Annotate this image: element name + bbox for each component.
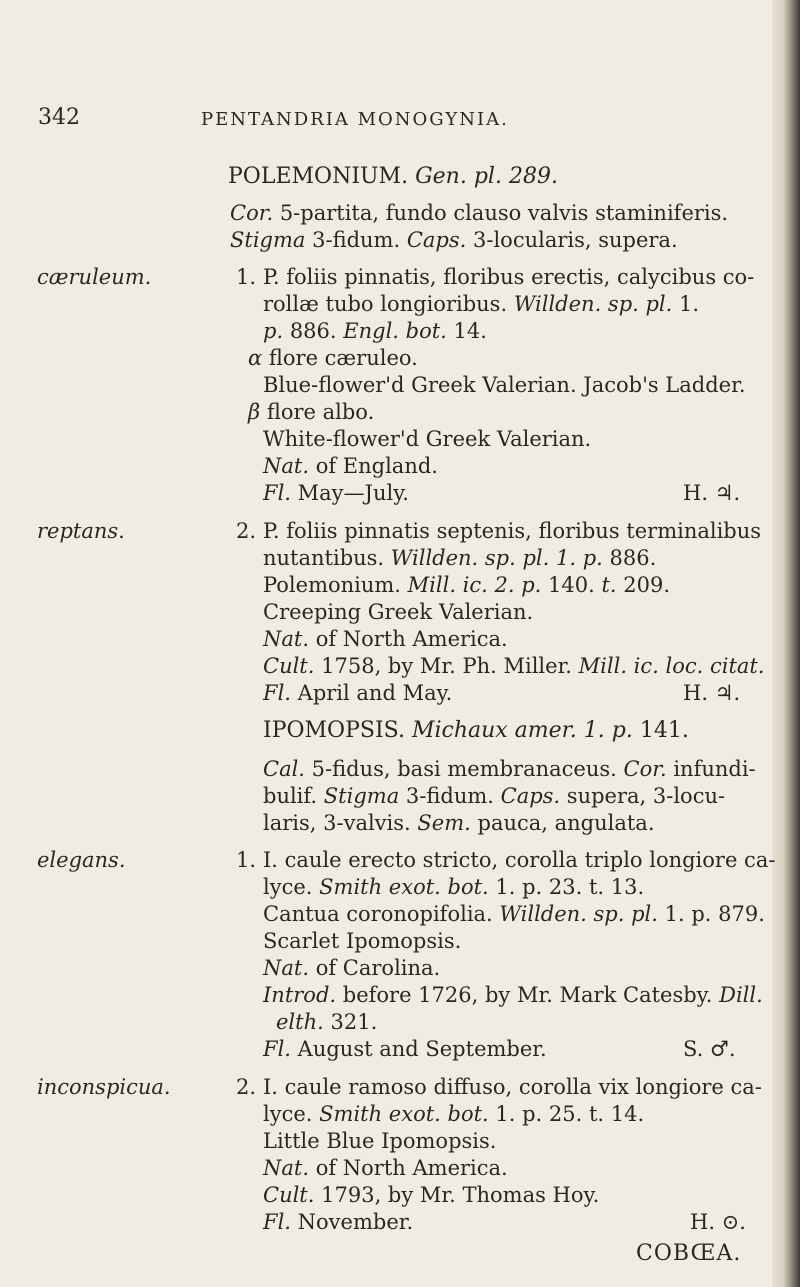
- char-label: Cor.: [623, 757, 667, 781]
- genus-reference-number: 141.: [639, 718, 689, 743]
- species-description-line: [263, 572, 670, 598]
- native-line: [263, 1155, 508, 1181]
- label: Cult.: [263, 1183, 315, 1207]
- char-text: 3-locularis, supera.: [473, 228, 678, 252]
- citation: Willden. sp. pl.: [499, 902, 658, 926]
- text: 321.: [330, 1010, 378, 1034]
- species-margin-name: reptans.: [37, 519, 125, 543]
- text: lyce.: [263, 875, 313, 899]
- flowering-line: [263, 480, 409, 506]
- char-label: Caps.: [406, 228, 467, 252]
- species-number: 2.: [236, 519, 257, 543]
- common-name: Scarlet Ipomopsis.: [263, 929, 462, 953]
- flowering-line: [263, 1036, 547, 1062]
- genus-reference: Gen. pl.: [415, 164, 502, 189]
- text: nutantibus.: [263, 546, 385, 570]
- native-line: [263, 453, 438, 479]
- genus-reference: Michaux amer. 1. p.: [411, 718, 633, 743]
- variety-marker: α: [248, 346, 263, 370]
- text: May—July.: [297, 481, 409, 505]
- species-number: 1.: [236, 848, 257, 872]
- citation: p.: [263, 319, 284, 343]
- text: 886.: [609, 546, 657, 570]
- text: 1.: [679, 292, 700, 316]
- char-label: Cal.: [263, 757, 305, 781]
- habit-symbol: H. ♃.: [683, 481, 741, 505]
- citation: Smith exot. bot.: [319, 875, 489, 899]
- text: of North America.: [315, 627, 508, 651]
- label: Cult.: [263, 654, 315, 678]
- text: of England.: [315, 454, 438, 478]
- species-description-line: I. caule erecto stricto, corolla triplo longiore ca-: [263, 848, 776, 872]
- genus-character-line: [263, 756, 756, 782]
- citation: Dill.: [719, 983, 763, 1007]
- text: 1. p. 23. t. 13.: [495, 875, 645, 899]
- citation: Willden. sp. pl.: [513, 292, 673, 316]
- text: of Carolina.: [315, 956, 441, 980]
- char-text: infundi-: [673, 757, 756, 781]
- text: April and May.: [297, 681, 453, 705]
- text: 886.: [289, 319, 337, 343]
- char-text: 5-partita, fundo clauso valvis staminiferis.: [279, 201, 729, 225]
- genus-heading-ipomopsis: [263, 718, 689, 744]
- citation: elth.: [276, 1010, 324, 1034]
- char-text: 5-fidus, basi membranaceus.: [311, 757, 617, 781]
- label: Fl.: [263, 1037, 291, 1061]
- char-text: laris, 3-valvis.: [263, 811, 411, 835]
- citation-continuation: [276, 1009, 377, 1035]
- text: 1. p. 25. t. 14.: [495, 1102, 645, 1126]
- text: flore cæruleo.: [268, 346, 418, 370]
- text: rollæ tubo longioribus.: [263, 292, 508, 316]
- genus-reference-number: 289.: [508, 164, 558, 189]
- label: Nat.: [263, 956, 310, 980]
- native-line: [263, 626, 508, 652]
- common-name: Blue-flower'd Greek Valerian. Jacob's Ladder.: [263, 373, 746, 397]
- species-description-line: [263, 874, 644, 900]
- text: 1793, by Mr. Thomas Hoy.: [321, 1183, 600, 1207]
- species-description-line: [263, 318, 487, 344]
- char-label: Caps.: [500, 784, 561, 808]
- habit-symbol: H. ⊙.: [690, 1210, 746, 1234]
- page-number: 342: [38, 105, 80, 130]
- variety-marker: β: [248, 400, 261, 424]
- text: before 1726, by Mr. Mark Catesby.: [342, 983, 713, 1007]
- citation: Smith exot. bot.: [319, 1102, 489, 1126]
- species-description-line: [263, 291, 699, 317]
- genus-name: POLEMONIUM.: [228, 164, 409, 189]
- species-margin-name: inconspicua.: [37, 1075, 171, 1099]
- catchword: COBŒA.: [636, 1241, 742, 1266]
- label: Nat.: [263, 627, 310, 651]
- species-description-line: P. foliis pinnatis septenis, floribus terminalibus: [263, 519, 762, 543]
- char-text: pauca, angulata.: [477, 811, 655, 835]
- species-number: 1.: [236, 265, 257, 289]
- introduction-line: [263, 982, 763, 1008]
- variety-line: [248, 345, 418, 371]
- common-name: Creeping Greek Valerian.: [263, 600, 534, 624]
- habit-symbol: H. ♃.: [683, 681, 741, 705]
- text: 209.: [623, 573, 671, 597]
- char-label: Cor.: [230, 201, 274, 225]
- label: Fl.: [263, 481, 291, 505]
- genus-name: IPOMOPSIS.: [263, 718, 405, 743]
- flowering-line: [263, 680, 452, 706]
- char-text: 3-fidum.: [405, 784, 494, 808]
- label: Nat.: [263, 1156, 310, 1180]
- text: November.: [297, 1210, 414, 1234]
- char-text: supera, 3-locu-: [566, 784, 726, 808]
- text: Cantua coronopifolia.: [263, 902, 493, 926]
- text: Polemonium.: [263, 573, 401, 597]
- label: Fl.: [263, 681, 291, 705]
- species-description-line: [263, 901, 765, 927]
- genus-character-line: [263, 810, 655, 836]
- variety-line: [248, 399, 374, 425]
- species-margin-name: elegans.: [37, 848, 126, 872]
- cultivation-line: [263, 653, 765, 679]
- flowering-line: [263, 1209, 413, 1235]
- char-label: Stigma: [323, 784, 400, 808]
- native-line: [263, 955, 440, 981]
- species-number: 2.: [236, 1075, 257, 1099]
- species-margin-name: cæruleum.: [37, 265, 152, 289]
- citation: Mill. ic. 2. p.: [407, 573, 542, 597]
- text: 1. p. 879.: [664, 902, 765, 926]
- citation: t.: [601, 573, 617, 597]
- text: flore albo.: [266, 400, 375, 424]
- citation: Engl. bot.: [343, 319, 447, 343]
- species-description-line: P. foliis pinnatis, floribus erectis, calycibus co-: [263, 265, 755, 289]
- species-description-line: [263, 545, 656, 571]
- common-name: White-flower'd Greek Valerian.: [263, 427, 592, 451]
- genus-character-line: [263, 783, 725, 809]
- label: Introd.: [263, 983, 337, 1007]
- page-edge-shadow: [772, 0, 800, 1287]
- text: 140.: [548, 573, 595, 597]
- char-label: Sem.: [417, 811, 471, 835]
- text: 1758, by Mr. Ph. Miller.: [321, 654, 572, 678]
- habit-symbol: S. ♂.: [683, 1037, 736, 1061]
- cultivation-line: [263, 1182, 599, 1208]
- citation: Mill. ic. loc. citat.: [578, 654, 765, 678]
- text: August and September.: [297, 1037, 547, 1061]
- text: lyce.: [263, 1102, 313, 1126]
- genus-character-line: [230, 227, 678, 253]
- label: Nat.: [263, 454, 310, 478]
- char-text: 3-fidum.: [312, 228, 401, 252]
- char-label: Stigma: [230, 228, 306, 252]
- species-description-line: [263, 1101, 644, 1127]
- genus-character-line: [230, 200, 728, 226]
- char-text: bulif.: [263, 784, 318, 808]
- text: 14.: [453, 319, 487, 343]
- species-description-line: I. caule ramoso diffuso, corolla vix longiore ca-: [263, 1075, 762, 1099]
- citation: Willden. sp. pl. 1. p.: [390, 546, 603, 570]
- common-name: Little Blue Ipomopsis.: [263, 1129, 497, 1153]
- running-title: PENTANDRIA MONOGYNIA.: [201, 109, 509, 130]
- label: Fl.: [263, 1210, 291, 1234]
- text: of North America.: [315, 1156, 508, 1180]
- genus-heading-polemonium: [228, 164, 558, 190]
